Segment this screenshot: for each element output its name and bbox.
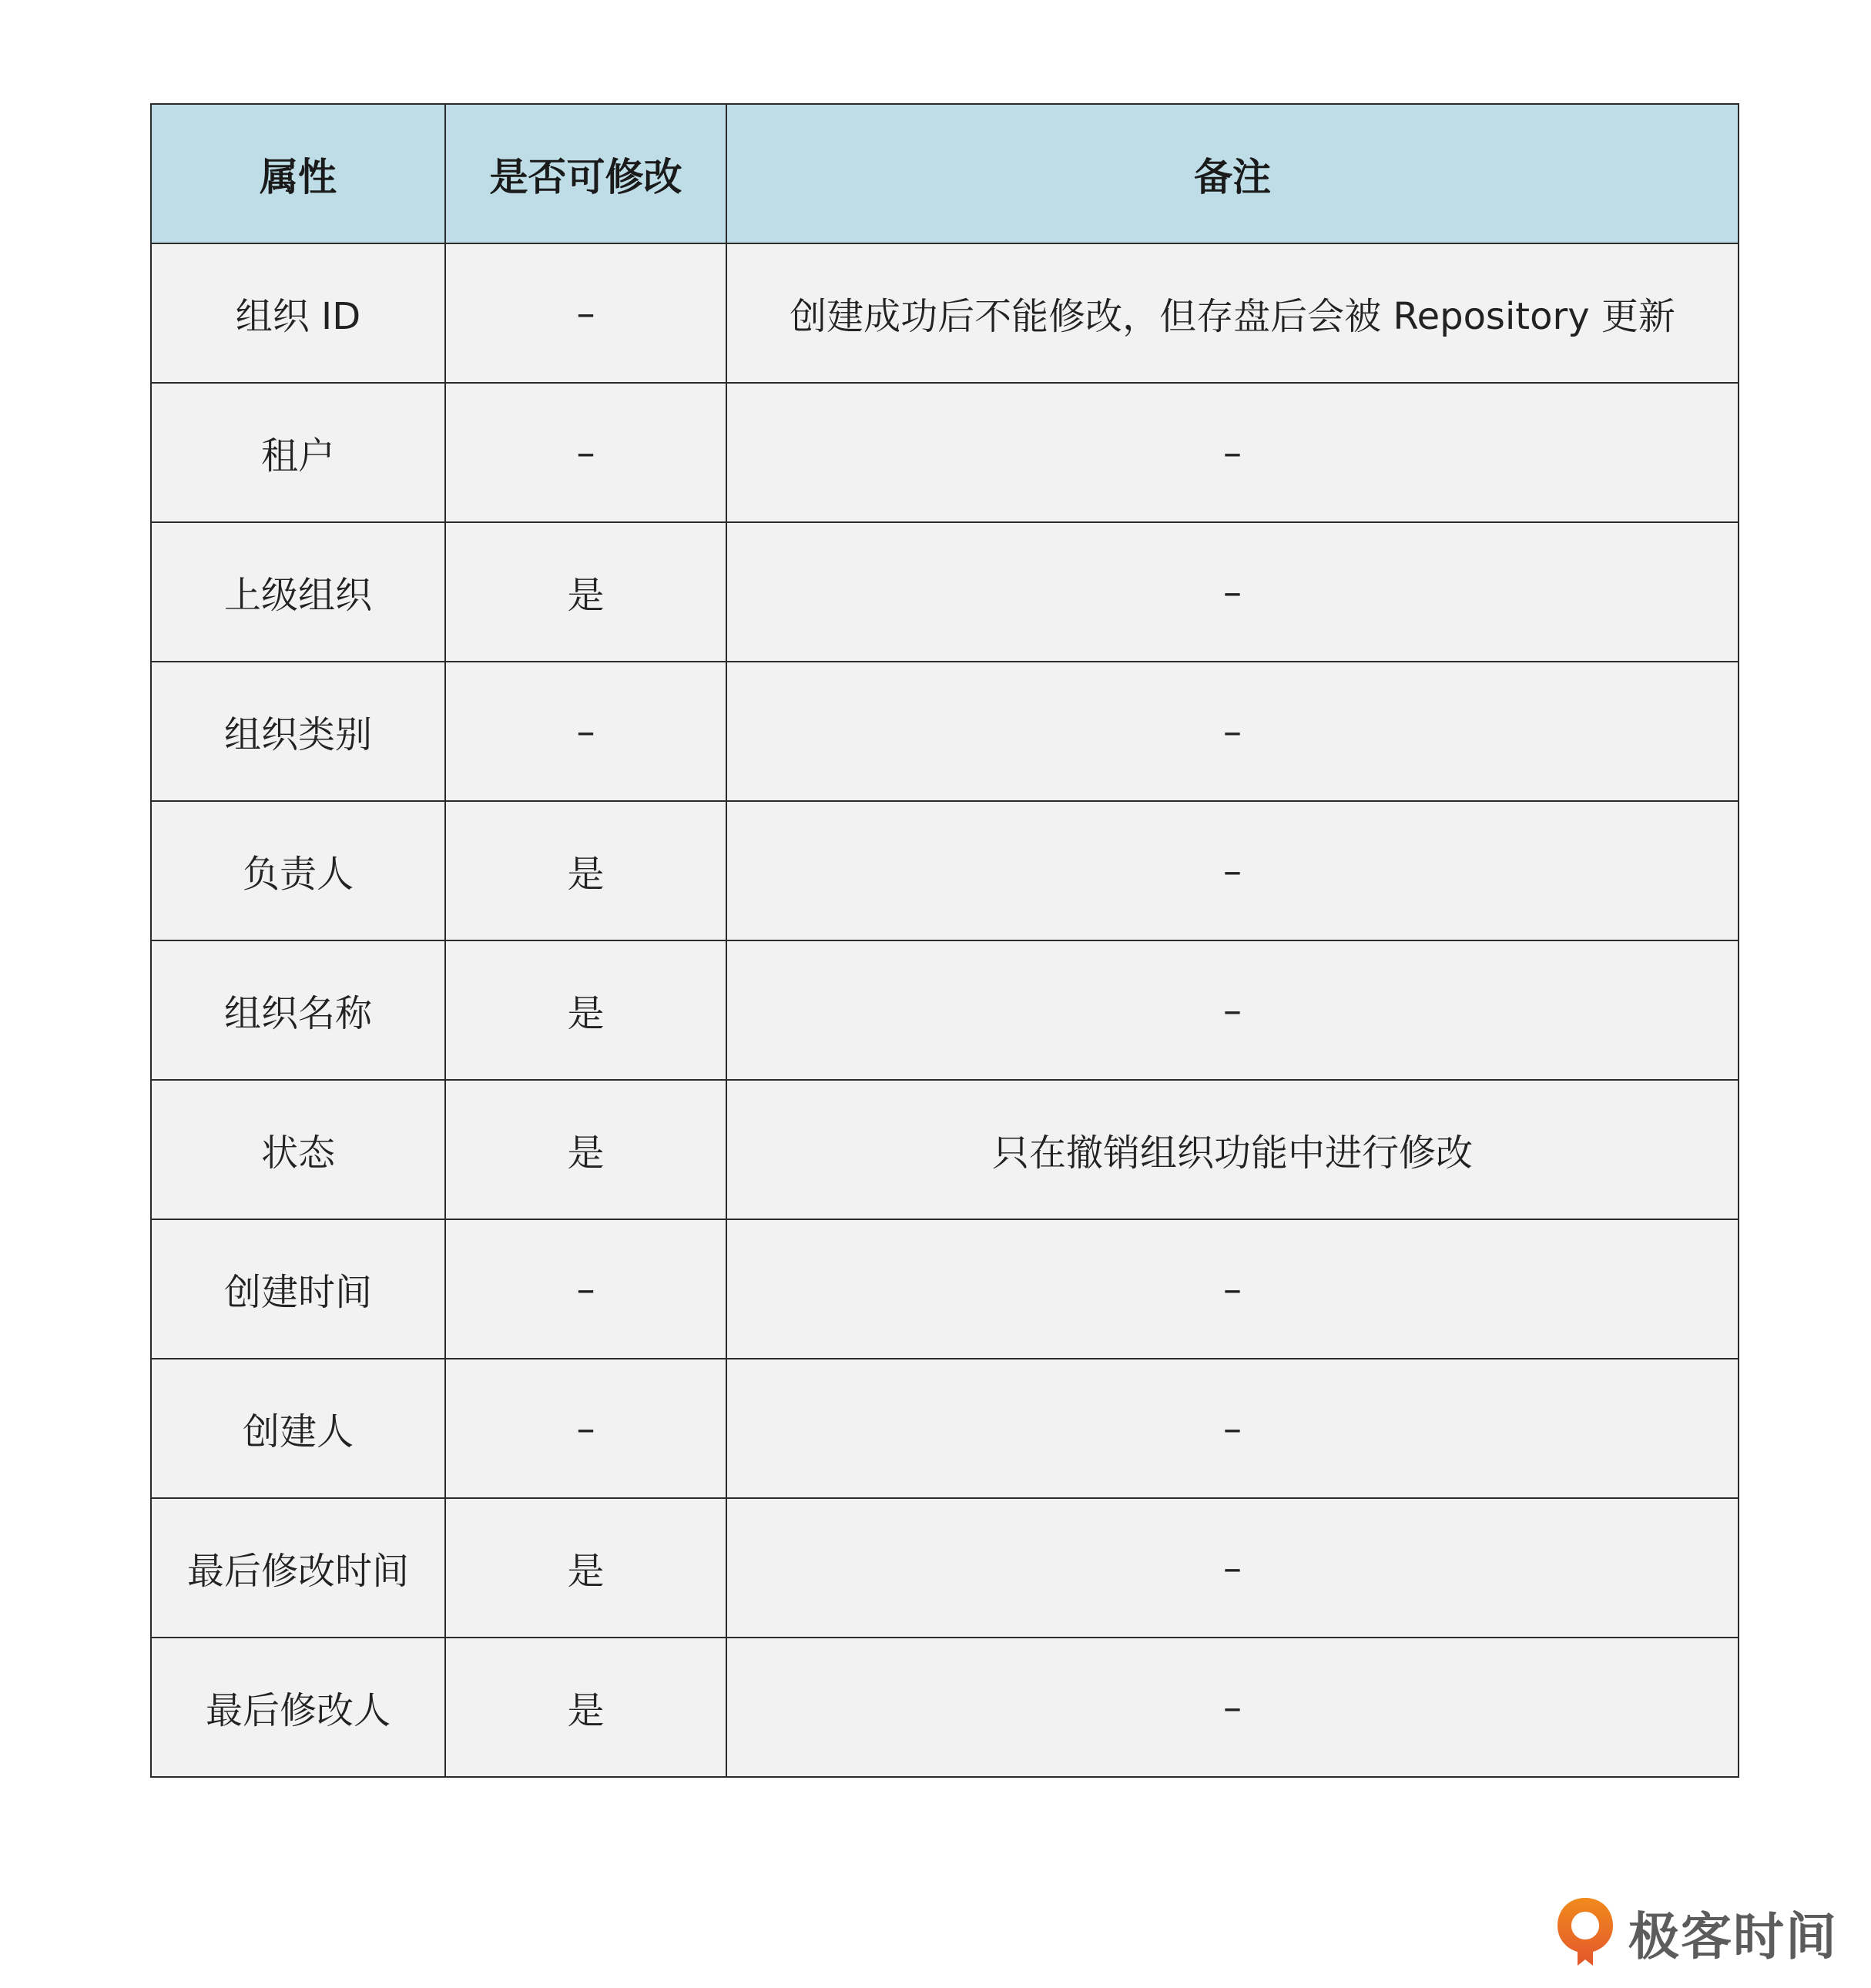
table-row — [151, 1080, 1739, 1219]
cell-modifiable: – — [445, 383, 726, 522]
table-row — [151, 522, 1739, 662]
table-header-row — [151, 104, 1739, 243]
cell-remark: – — [726, 383, 1739, 522]
cell-modifiable: 是 — [445, 1080, 726, 1219]
header-remark: 备注 — [726, 104, 1739, 243]
cell-attribute: 上级组织 — [151, 522, 445, 662]
table-row — [151, 662, 1739, 801]
cell-remark: 只在撤销组织功能中进行修改 — [726, 1080, 1739, 1219]
cell-modifiable: – — [445, 662, 726, 801]
cell-attribute: 组织类别 — [151, 662, 445, 801]
cell-remark: – — [726, 1359, 1739, 1498]
table-row — [151, 1638, 1739, 1777]
table-row — [151, 1498, 1739, 1638]
brand-name: 极客时间 — [1628, 1906, 1838, 1966]
cell-remark: – — [726, 522, 1739, 662]
cell-modifiable: – — [445, 1219, 726, 1359]
cell-attribute: 组织 ID — [151, 243, 445, 383]
cell-remark: – — [726, 1498, 1739, 1638]
cell-remark: – — [726, 801, 1739, 940]
cell-modifiable: 是 — [445, 522, 726, 662]
table-row — [151, 1219, 1739, 1359]
attribute-table — [150, 103, 1739, 1778]
cell-remark: – — [726, 1219, 1739, 1359]
cell-modifiable: 是 — [445, 801, 726, 940]
cell-attribute: 负责人 — [151, 801, 445, 940]
cell-remark: – — [726, 662, 1739, 801]
cell-remark: 创建成功后不能修改，但存盘后会被 Repository 更新 — [726, 243, 1739, 383]
header-modifiable: 是否可修改 — [445, 104, 726, 243]
table-row — [151, 383, 1739, 522]
cell-attribute: 创建时间 — [151, 1219, 445, 1359]
cell-modifiable: – — [445, 243, 726, 383]
cell-remark: – — [726, 940, 1739, 1080]
cell-modifiable: – — [445, 1359, 726, 1498]
cell-remark: – — [726, 1638, 1739, 1777]
cell-modifiable: 是 — [445, 1498, 726, 1638]
table-row — [151, 243, 1739, 383]
header-attribute: 属性 — [151, 104, 445, 243]
cell-modifiable: 是 — [445, 940, 726, 1080]
table-row — [151, 801, 1739, 940]
geektime-logo-icon — [1554, 1895, 1616, 1969]
cell-attribute: 最后修改人 — [151, 1638, 445, 1777]
cell-attribute: 租户 — [151, 383, 445, 522]
cell-modifiable: 是 — [445, 1638, 726, 1777]
brand-logo — [1554, 1893, 1838, 1970]
table-row — [151, 1359, 1739, 1498]
table-row — [151, 940, 1739, 1080]
cell-attribute: 状态 — [151, 1080, 445, 1219]
cell-attribute: 组织名称 — [151, 940, 445, 1080]
cell-attribute: 创建人 — [151, 1359, 445, 1498]
cell-attribute: 最后修改时间 — [151, 1498, 445, 1638]
